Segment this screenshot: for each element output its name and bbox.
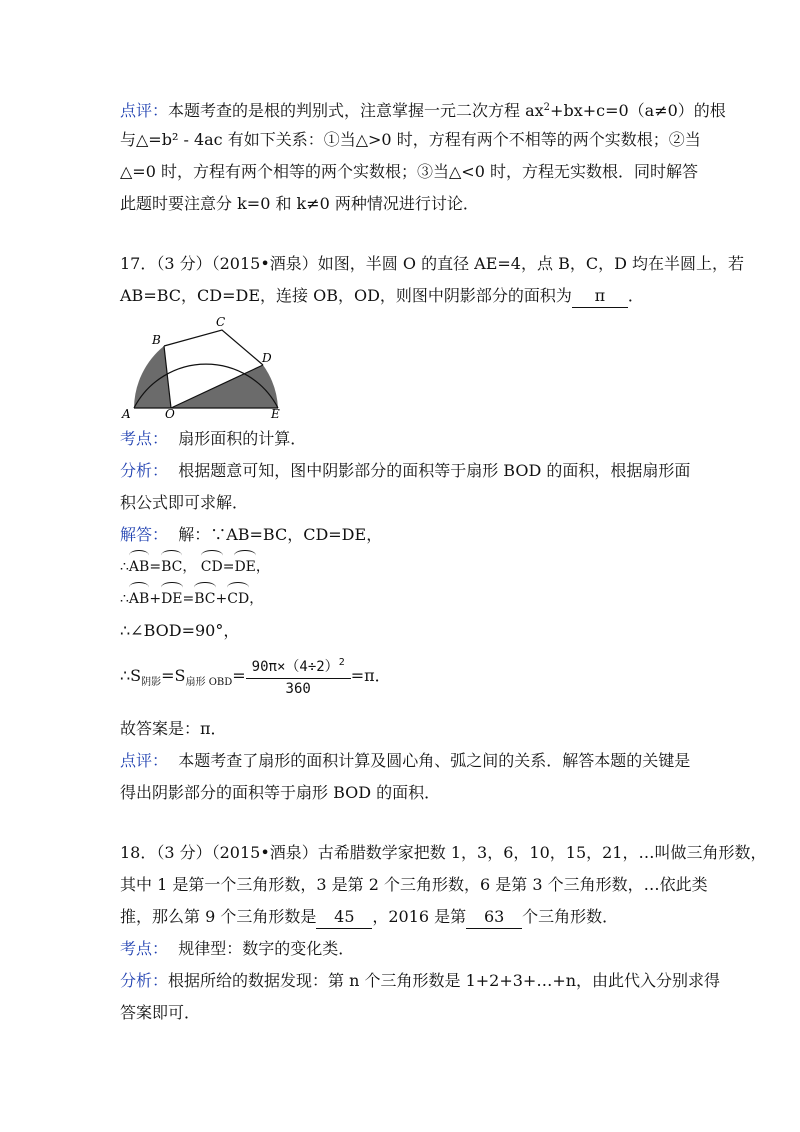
answer-blank-2: 63 — [466, 906, 522, 929]
q17-kaodian: 考点： 扇形面积的计算． — [120, 429, 307, 448]
review16-line2: 与△=b² - 4ac 有如下关系：①当△>0 时，方程有两个不相等的两个实数根；②当 — [120, 130, 701, 149]
q17-jieda: 解答： 解：∵AB=BC，CD=DE， — [120, 525, 383, 544]
review16-line4: 此题时要注意分 k=0 和 k≠0 两种情况进行讨论． — [120, 194, 479, 213]
q17-dianping-line1: 点评： 本题考查了扇形的面积计算及圆心角、弧之间的关系．解答本题的关键是 — [120, 751, 691, 770]
review16-line3: △=0 时，方程有两个相等的两个实数根；③当△<0 时，方程无实数根．同时解答 — [120, 162, 698, 181]
q17-dianping-line2: 得出阴影部分的面积等于扇形 BOD 的面积． — [120, 783, 441, 802]
q17-step2: ∴AB+DE=BC+CD， — [120, 588, 263, 610]
label-B: B — [152, 333, 161, 347]
semicircle-figure — [116, 312, 296, 420]
q17-stem-line2: AB=BC，CD=DE，连接 OB，OD，则图中阴影部分的面积为 π ． — [120, 285, 644, 308]
q17-fenxi-line1: 分析： 根据题意可知，图中阴影部分的面积等于扇形 BOD 的面积，根据扇形面 — [120, 461, 691, 480]
q17-fenxi-line2: 积公式即可求解． — [120, 493, 249, 512]
q18-stem-line3: 推，那么第 9 个三角形数是 45 ，2016 是第 63 个三角形数． — [120, 906, 618, 929]
fraction: $\frac{90\pi\times(4\div 2)^2}{360}$ — [246, 656, 351, 697]
q18-stem-line2: 其中 1 是第一个三角形数，3 是第 2 个三角形数，6 是第 3 个三角形数，…依此类 — [120, 875, 708, 894]
q18-fenxi-line1: 分析：根据所给的数据发现：第 n 个三角形数是 1+2+3+…+n，由此代入分别求得 — [120, 971, 721, 990]
q18-stem-line1: 18．（3 分）（2015•酒泉）古希腊数学家把数 1，3，6，10，15，21，…叫做三角形数， — [120, 843, 767, 862]
review-tag: 点评： — [120, 101, 169, 120]
q17-final-answer: 故答案是：π． — [120, 719, 227, 738]
review16-line1: 点评：本题考查的是根的判别式，注意掌握一元二次方程 $ax^2+bx+c=0(a\ne 0)$的根 — [120, 101, 726, 120]
q18-kaodian: 考点： 规律型：数字的变化类． — [120, 939, 355, 958]
chord-lines — [164, 330, 263, 365]
label-A: A — [122, 407, 131, 420]
q17-step4-formula: $\therefore S_{阴影}=S_{扇形 OBD}=$ $\frac{90\pi\times(4\div 2)^2}{360}$ =π． — [120, 657, 391, 697]
label-O: O — [165, 407, 175, 420]
label-E: E — [271, 407, 280, 420]
answer-blank: π — [572, 285, 628, 308]
q17-stem-line1: 17．（3 分）（2015•酒泉）如图，半圆 O 的直径 AE=4，点 B，C，D 均在半圆上，若 — [120, 254, 744, 273]
q17-step3: ∴∠BOD=90°， — [120, 621, 240, 640]
q18-fenxi-line2: 答案即可． — [120, 1003, 201, 1022]
q17-step1: ∴AB=BC， CD=DE， — [120, 556, 270, 578]
label-C: C — [216, 315, 226, 329]
label-D: D — [262, 351, 272, 365]
answer-blank-1: 45 — [316, 906, 372, 929]
